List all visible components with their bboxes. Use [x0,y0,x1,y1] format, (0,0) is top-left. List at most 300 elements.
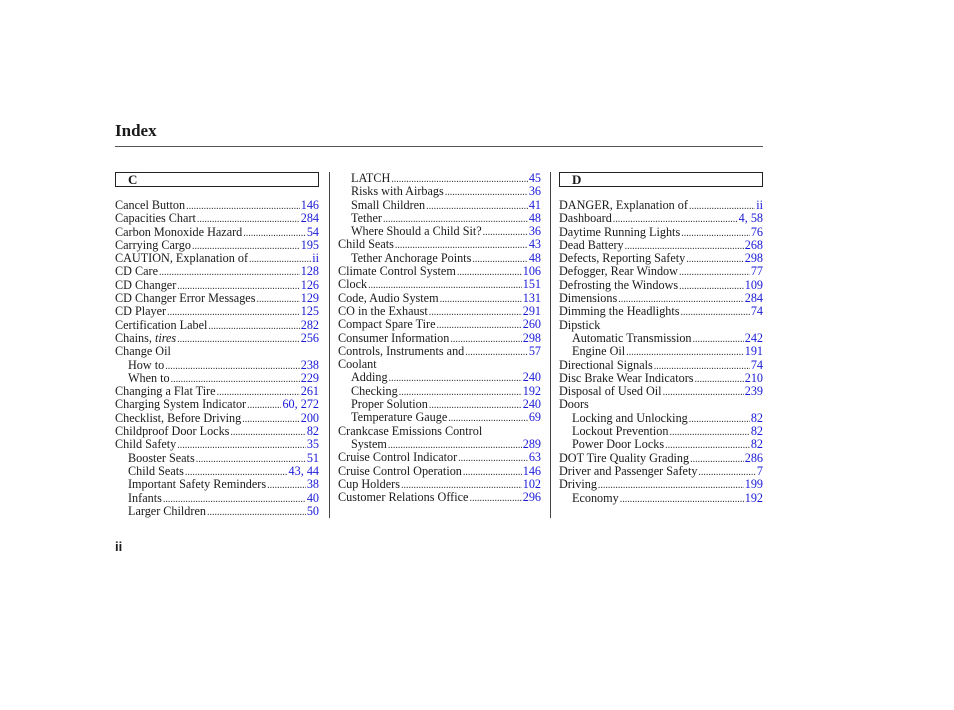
dot-leader [469,492,521,505]
dot-leader [208,320,299,333]
entry-text: Checking [351,383,398,398]
index-entry [338,451,541,464]
section-letter-heading: C [115,172,319,187]
index-entry [115,279,319,292]
page-reference-link[interactable]: 131 [522,290,541,305]
entry-text: Small Children [351,197,426,212]
index-entry [559,385,763,398]
dot-leader [681,227,750,240]
entry-label [338,491,468,504]
page-reference-link[interactable]: 51 [306,450,319,465]
page-reference-link[interactable]: 74 [750,304,763,319]
entry-label [572,345,625,358]
page-reference-link[interactable]: 256 [300,330,319,345]
index-subentry [115,465,319,478]
page-reference-link[interactable]: 191 [744,344,763,359]
index-entry [115,305,319,318]
dot-leader [440,293,522,306]
entry-text: Carbon Monoxide Hazard [115,224,243,239]
page-reference-link[interactable]: 57 [528,343,541,358]
entry-label [128,465,184,478]
entry-text: Larger Children [128,503,206,518]
index-subentry [115,452,319,465]
entry-label [559,292,617,305]
index-entry [115,345,319,358]
entry-text: How to [128,357,165,372]
entry-text: Disposal of Used Oil [559,384,662,399]
dot-leader [177,333,300,346]
index-entry [338,425,541,438]
entry-label [559,279,678,292]
index-column-1 [115,172,319,518]
dot-leader [458,452,528,465]
index-subentry [115,505,319,518]
entry-label [128,452,195,465]
entry-label [559,252,685,265]
page-reference-link[interactable]: 296 [522,490,541,505]
entry-text: System [351,436,387,451]
page-reference-link[interactable]: 109 [744,277,763,292]
entry-label [128,478,266,491]
entry-label [115,239,191,252]
entry-text: Doors [559,397,589,412]
page-reference-link[interactable]: 36 [528,224,541,239]
page-reference-link[interactable]: 286 [744,450,763,465]
index-subentry [115,478,319,491]
index-entry [559,359,763,372]
entry-text: Important Safety Reminders [128,477,267,492]
entry-label [559,385,662,398]
entry-text: Lockout Prevention [572,424,669,439]
page-reference-link[interactable]: 289 [522,436,541,451]
page-reference-link[interactable]: 102 [522,476,541,491]
entry-text: Infants [128,490,162,505]
entry-label [351,252,471,265]
entry-text: Charging System Indicator [115,397,247,412]
entry-text: Defects, Reporting Safety [559,251,686,266]
entry-text: Consumer Information [338,330,450,345]
page-reference-link[interactable]: 200 [300,410,319,425]
entry-label [559,452,689,465]
entry-label [338,478,400,491]
entry-label [338,425,482,438]
entry-text: Changing a Flat Tire [115,384,216,399]
dot-leader [463,466,522,479]
index-entry [559,465,763,478]
page-reference-link[interactable]: 239 [744,384,763,399]
index-entry [115,292,319,305]
page-reference-link[interactable]: 40 [306,490,319,505]
entry-text: CO in the Exhaust [338,303,428,318]
dot-leader [693,333,744,346]
page-reference-link[interactable]: 298 [522,330,541,345]
page-reference-link[interactable]: 129 [300,291,319,306]
index-entry [559,478,763,491]
entry-label [559,478,597,491]
index-subentry [338,199,541,212]
entry-text: Dimensions [559,291,618,306]
entry-text: Customer Relations Office [338,490,469,505]
entry-label [351,225,482,238]
dot-leader [186,200,300,213]
index-entry [115,252,319,265]
index-entry [115,199,319,212]
index-entry [338,332,541,345]
column-divider [329,172,330,518]
entry-text: Code, Audio System [338,290,439,305]
dot-leader [472,253,527,266]
entry-text: Certification Label [115,317,208,332]
entry-label [559,465,697,478]
page-reference-link[interactable]: 38 [306,477,319,492]
entry-label [115,199,185,212]
page-reference-link[interactable]: 260 [522,317,541,332]
index-subentry [338,185,541,198]
index-entry [559,239,763,252]
page-reference-link[interactable]: 82 [306,424,319,439]
dot-leader [247,399,281,412]
dot-leader [483,226,528,239]
entry-text: Cruise Control Operation [338,463,462,478]
page-reference-link[interactable]: 106 [522,264,541,279]
index-entry [559,226,763,239]
entry-label [559,305,680,318]
index-entry [338,318,541,331]
index-entry [338,278,541,291]
dot-leader [457,266,522,279]
entry-label [128,492,162,505]
index-subentry [338,411,541,424]
entry-label [115,345,171,358]
entry-label [559,226,680,239]
section-letter-heading: D [559,172,763,187]
index-entry [559,199,763,212]
index-subentry [559,412,763,425]
page-reference-link[interactable]: 41 [528,197,541,212]
dot-leader [242,413,299,426]
entry-label [351,172,390,185]
entry-label [559,319,600,332]
entry-label [338,305,428,318]
page-reference-link[interactable]: 238 [300,357,319,372]
index-subentry [559,438,763,451]
index-subentry [338,225,541,238]
entry-text: Change Oil [115,344,171,359]
page-reference-link[interactable]: 126 [300,277,319,292]
page-reference-link[interactable]: 82 [750,424,763,439]
page-reference-link[interactable]: 54 [306,224,319,239]
dot-leader [445,186,528,199]
dot-leader [620,493,744,506]
dot-leader [230,426,305,439]
entry-label [351,438,387,451]
entry-label [559,239,624,252]
index-entry [115,239,319,252]
index-entry [559,305,763,318]
dot-leader [159,266,300,279]
dot-leader [389,372,522,385]
dot-leader [429,306,522,319]
entry-text: CD Player [115,304,167,319]
page-reference-link[interactable]: 242 [744,330,763,345]
index-subentry [338,371,541,384]
page-reference-link[interactable]: 282 [300,317,319,332]
entry-text: Cup Holders [338,476,400,491]
index-subentry [115,372,319,385]
page-reference-link[interactable]: 74 [750,357,763,372]
entry-label [351,212,382,225]
entry-label [572,438,664,451]
entry-label [351,185,444,198]
index-entry [559,212,763,225]
page-reference-link[interactable]: 210 [744,370,763,385]
page-reference-link[interactable]: 77 [750,264,763,279]
page-title: Index [115,121,157,140]
page-reference-link[interactable]: 48 [528,210,541,225]
page-reference-link[interactable]: 82 [750,437,763,452]
entry-text: Controls, Instruments and [338,343,465,358]
entry-label [128,505,206,518]
entry-label [338,358,377,371]
index-entry [115,212,319,225]
entry-label [351,199,425,212]
dot-leader [207,506,306,519]
entry-text: Capacities Chart [115,211,196,226]
dot-leader [243,227,306,240]
page-reference-link[interactable]: 199 [744,477,763,492]
index-subentry [338,252,541,265]
page-reference-link[interactable]: 151 [522,277,541,292]
entry-label [115,332,176,345]
entry-qualifier: tires [154,330,177,345]
entry-label [338,465,462,478]
page-reference-link[interactable]: 146 [300,198,319,212]
entry-text: Locking and Unlocking [572,410,688,425]
page-reference-link[interactable]: 284 [744,291,763,306]
dot-leader [426,200,528,213]
entry-text: Child Seats [338,237,394,252]
entry-label [338,238,394,251]
entry-text: Daytime Running Lights [559,224,681,239]
entry-text: Disc Brake Wear Indicators [559,370,694,385]
index-entry [115,319,319,332]
entry-label [338,451,457,464]
page-reference-link[interactable]: 268 [744,237,763,252]
entry-text: Booster Seats [128,450,195,465]
entry-label [351,385,398,398]
index-entry [559,372,763,385]
index-entry [559,252,763,265]
entry-text: Dashboard [559,211,612,226]
entry-text: CD Changer Error Messages [115,291,256,306]
column-divider [550,172,551,518]
entry-label [115,438,176,451]
page-reference-link[interactable]: 60, 272 [282,397,319,412]
entry-label [559,359,653,372]
index-entry [338,305,541,318]
entry-text: Tether [351,210,382,225]
page-reference-link[interactable]: ii [756,198,763,212]
index-entry [115,226,319,239]
entry-label [115,319,207,332]
dot-leader [256,293,299,306]
entry-text: Directional Signals [559,357,653,372]
page-reference-link[interactable]: 240 [522,397,541,412]
entry-text: When to [128,370,170,385]
page-reference-link[interactable]: 48 [528,250,541,265]
page-reference-link[interactable]: 195 [300,237,319,252]
index-column-2 [338,172,541,504]
page-reference-link[interactable]: 125 [300,304,319,319]
index-subentry [559,425,763,438]
dot-leader [177,439,306,452]
page-reference-link[interactable]: 43, 44 [288,463,319,478]
entry-text: Tether Anchorage Points [351,250,472,265]
entry-text: Driving [559,477,597,492]
entry-text: Dead Battery [559,237,624,252]
entry-label [338,292,439,305]
index-subentry [559,492,763,505]
page-reference-link[interactable]: 291 [522,303,541,318]
entry-text: Childproof Door Locks [115,424,230,439]
entry-text: Driver and Passenger Safety [559,463,698,478]
page-reference-link[interactable]: 298 [744,251,763,266]
entry-text: CD Care [115,264,158,279]
entry-label [351,398,428,411]
index-entry [559,265,763,278]
entry-text: Economy [572,490,619,505]
entry-text: CD Changer [115,277,177,292]
entry-text: Child Safety [115,437,177,452]
entry-text: Engine Oil [572,344,626,359]
entry-text: Cancel Button [115,198,186,212]
entry-text: Defogger, Rear Window [559,264,678,279]
entry-label [115,279,176,292]
page-reference-link[interactable]: 229 [300,370,319,385]
entry-label [559,212,612,225]
index-entry [338,238,541,251]
entry-text: Dimming the Headlights [559,304,680,319]
page-reference-link[interactable]: 284 [300,211,319,226]
index-entry [115,332,319,345]
entry-text: DANGER, Explanation of [559,198,688,212]
page-reference-link[interactable]: 69 [528,410,541,425]
index-entry [115,425,319,438]
dot-leader [465,346,528,359]
entry-text: Compact Spare Tire [338,317,436,332]
page-reference-link[interactable]: 192 [522,383,541,398]
entry-label [115,265,158,278]
page-reference-link[interactable]: 45 [528,171,541,185]
page-reference-link[interactable]: 76 [750,224,763,239]
page-reference-link[interactable]: 63 [528,450,541,465]
page-number: ii [115,539,123,554]
index-entry [559,292,763,305]
index-entry [559,452,763,465]
index-entry [338,465,541,478]
entry-label [115,252,248,265]
entry-text: Crankcase Emissions Control [338,423,483,438]
index-entry [115,412,319,425]
page-reference-link[interactable]: 36 [528,184,541,199]
page-reference-link[interactable]: 35 [306,437,319,452]
entry-label [351,371,388,384]
entry-text: Coolant [338,357,377,372]
entry-label [559,265,678,278]
title-divider [115,146,763,147]
entry-text: Clock [338,277,368,292]
entry-text: Where Should a Child Sit? [351,224,482,239]
page-reference-link[interactable]: 7 [756,463,763,478]
index-entry [559,319,763,332]
index-subentry [338,212,541,225]
index-subentry [559,332,763,345]
index-subentry [559,345,763,358]
entry-label [559,199,688,212]
index-subentry [338,438,541,451]
index-entry [338,358,541,371]
entry-label [115,398,246,411]
index-entry [338,345,541,358]
dot-leader [695,373,744,386]
entry-text: Temperature Gauge [351,410,448,425]
index-entry [115,438,319,451]
entry-text: CAUTION, Explanation of [115,251,249,266]
page-reference-link[interactable]: ii [312,251,319,266]
page-reference-link[interactable]: 82 [750,410,763,425]
dot-leader [679,280,744,293]
page-reference-link[interactable]: 128 [300,264,319,279]
index-entry [338,292,541,305]
index-subentry [338,172,541,185]
entry-label [338,265,456,278]
page-reference-link[interactable]: 50 [306,503,319,518]
entry-label [572,332,692,345]
entry-text: Automatic Transmission [572,330,692,345]
entry-label [338,332,449,345]
page-reference-link[interactable]: 43 [528,237,541,252]
entry-label [559,398,589,411]
entry-text: Power Door Locks [572,437,665,452]
entry-label [572,425,668,438]
index-column-3 [559,172,763,505]
index-entry [338,265,541,278]
index-entry [338,491,541,504]
entry-text: Chains, [115,330,155,345]
page-reference-link[interactable]: 261 [300,384,319,399]
page-reference-link[interactable]: 192 [744,490,763,505]
index-entry [338,478,541,491]
entry-label [115,212,196,225]
entry-label [338,318,436,331]
dot-leader [689,413,750,426]
page-reference-link[interactable]: 146 [522,463,541,478]
dot-leader [165,360,299,373]
entry-text: DOT Tire Quality Grading [559,450,690,465]
page-reference-link[interactable]: 240 [522,370,541,385]
page-reference-link[interactable]: 4, 58 [738,211,763,226]
entry-text: Proper Solution [351,397,428,412]
dot-leader [267,479,306,492]
index-subentry [338,385,541,398]
index-subentry [115,359,319,372]
dot-leader [686,253,743,266]
index-entry [115,265,319,278]
index-subentry [115,492,319,505]
entry-label [572,412,688,425]
entry-label [115,226,242,239]
entry-text: Risks with Airbags [351,184,444,199]
